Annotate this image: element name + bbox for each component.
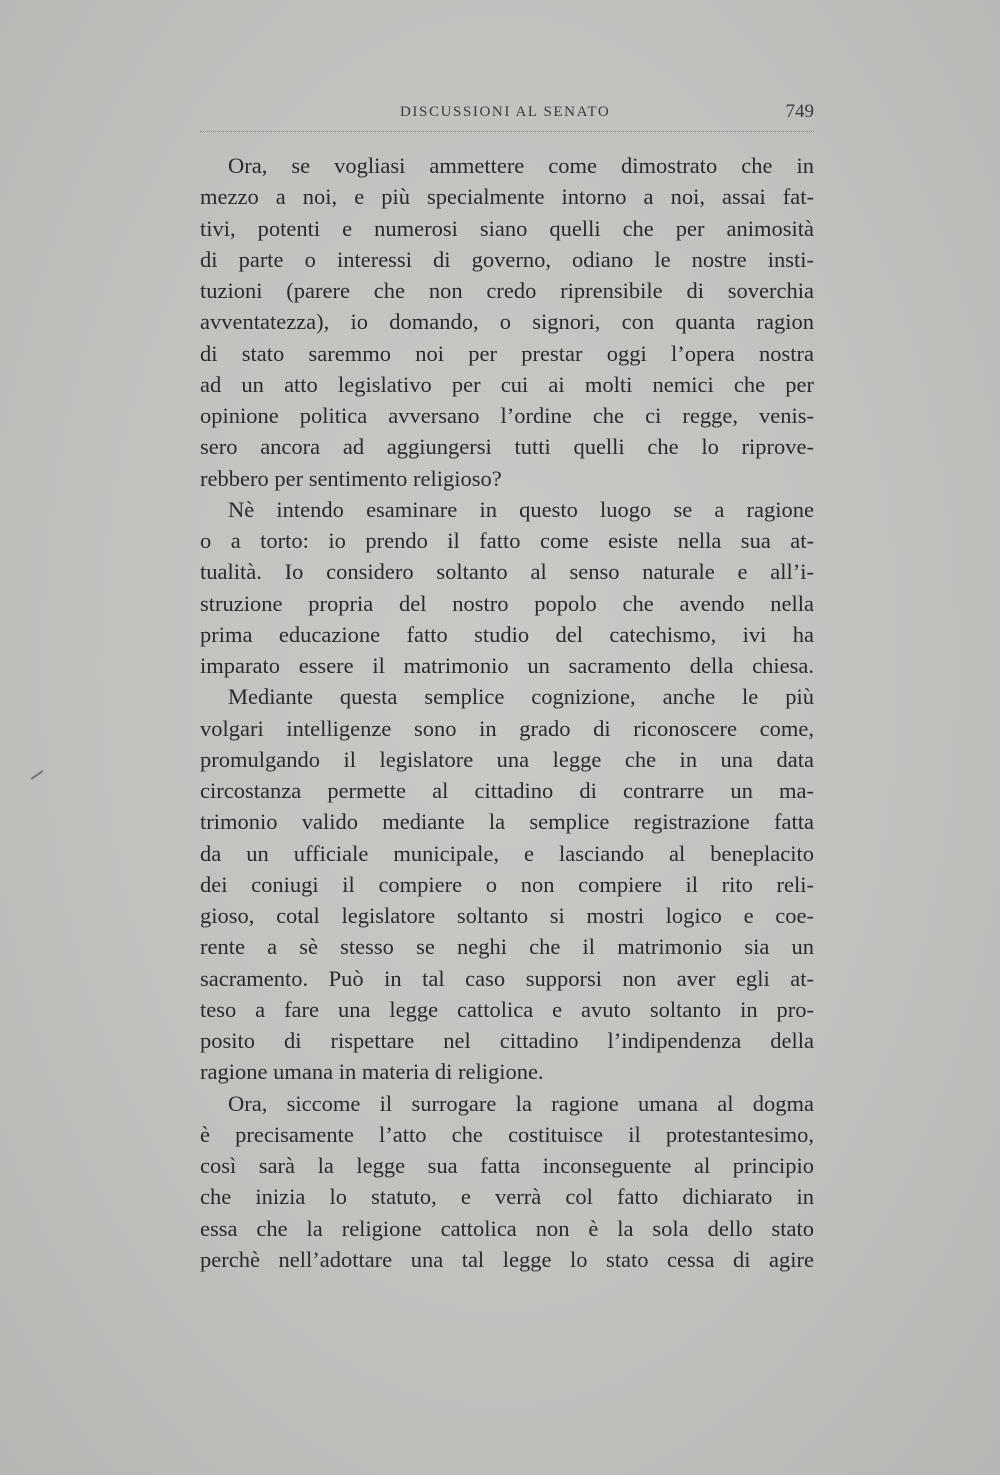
text-line: rebbero per sentimento religioso? <box>200 465 502 491</box>
text-line: Nè intendo esaminare in questo luogo se a ragione <box>228 496 814 522</box>
text-line: posito di rispettare nel cittadino l’indipendenza della <box>200 1028 814 1053</box>
text-line: teso a fare una legge cattolica e avuto soltanto in pro- <box>200 996 814 1022</box>
margin-mark <box>31 770 44 780</box>
text-line: così sarà la legge sua fatta inconseguente al principio <box>200 1153 814 1178</box>
text-line: Mediante questa semplice cognizione, anche le più <box>228 684 814 710</box>
text-line: di stato saremmo noi per prestar oggi l’opera nostra <box>200 340 814 366</box>
page-number: 749 <box>785 101 814 122</box>
text-line: essa che la religione cattolica non è la sola dello stato <box>200 1215 814 1241</box>
text-line: di parte o interessi di governo, odiano le nostre insti- <box>200 246 814 272</box>
text-line: Ora, siccome il surrogare la ragione umana al dogma <box>228 1090 814 1116</box>
text-line: Ora, se vogliasi ammettere come dimostrato che in <box>228 153 814 178</box>
text-line: prima educazione fatto studio del catechismo, ivi ha <box>200 621 814 647</box>
text-line: volgari intelligenze sono in grado di riconoscere come, <box>200 715 814 741</box>
text-line: ragione umana in materia di religione. <box>200 1059 544 1085</box>
text-line: tivi, potenti e numerosi siano quelli che per animosità <box>200 215 814 241</box>
text-line: rente a sè stesso se neghi che il matrimonio sia un <box>200 934 814 960</box>
text-line: imparato essere il matrimonio un sacramento della chiesa. <box>200 653 814 678</box>
text-line: tuzioni (parere che non credo riprensibile di soverchia <box>200 278 814 303</box>
text-line: gioso, cotal legislatore soltanto si mostri logico e coe- <box>200 903 814 928</box>
text-line: mezzo a noi, e più specialmente intorno a noi, assai fat- <box>200 184 814 210</box>
running-head <box>200 101 814 130</box>
text-line: che inizia lo statuto, e verrà col fatto dichiarato in <box>200 1184 814 1210</box>
text-line: avventatezza), io domando, o signori, con quanta ragion <box>200 309 814 335</box>
text-line: è precisamente l’atto che costituisce il protestantesimo, <box>200 1121 814 1147</box>
text-line: struzione propria del nostro popolo che avendo nella <box>200 590 814 616</box>
text-line: trimonio valido mediante la semplice registrazione fatta <box>200 809 814 835</box>
text-line: opinione politica avversano l’ordine che ci regge, venis- <box>200 403 814 428</box>
text-line: dei coniugi il compiere o non compiere il rito reli- <box>200 871 814 897</box>
text-line: circostanza permette al cittadino di contrarre un ma- <box>200 778 814 803</box>
text-line: sero ancora ad aggiungersi tutti quelli che lo riprove- <box>200 434 814 460</box>
text-line: promulgando il legislatore una legge che in una data <box>200 746 814 772</box>
text-line: tualità. Io considero soltanto al senso naturale e all’i- <box>200 559 814 585</box>
text-line: da un ufficiale municipale, e lasciando al beneplacito <box>200 840 814 866</box>
text-line: perchè nell’adottare una tal legge lo stato cessa di agire <box>200 1246 814 1272</box>
text-line: ad un atto legislativo per cui ai molti nemici che per <box>200 371 814 397</box>
running-title: DISCUSSIONI AL SENATO <box>400 104 611 120</box>
body-text <box>200 150 814 1275</box>
text-line: o a torto: io prendo il fatto come esiste nella sua at- <box>200 528 814 553</box>
header-rule <box>200 131 814 132</box>
text-line: sacramento. Può in tal caso supporsi non aver egli at- <box>200 965 814 991</box>
